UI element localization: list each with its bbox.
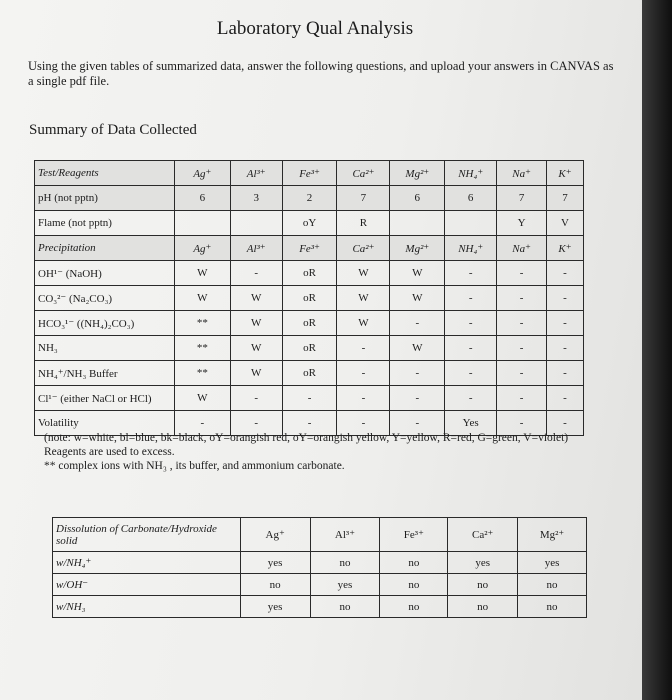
table-cell: - [547, 261, 584, 286]
header-label: Dissolution of Carbonate/Hydroxide solid [53, 518, 241, 552]
table-cell: - [282, 411, 337, 436]
table-cell: no [518, 596, 587, 618]
table-cell: Ag⁺ [174, 236, 230, 261]
table-cell: oR [282, 361, 337, 386]
row-label: OH¹⁻ (NaOH) [35, 261, 175, 286]
table-row [35, 211, 584, 236]
row-label: pH (not pptn) [35, 186, 175, 211]
table-cell: 6 [174, 186, 230, 211]
table-cell: W [390, 261, 445, 286]
row-label: w/OH⁻ [53, 574, 241, 596]
table-cell: - [547, 411, 584, 436]
table-cell: - [497, 361, 547, 386]
table-cell: oR [282, 336, 337, 361]
table-cell: 7 [547, 186, 584, 211]
table-row [35, 236, 584, 261]
table-cell: Yes [445, 411, 497, 436]
desk-edge [642, 0, 672, 700]
intro-paragraph: Using the given tables of summarized data, answer the following questions, and upload your answers in CANVAS as a single pdf file. [28, 59, 614, 88]
row-label: Flame (not pptn) [35, 211, 175, 236]
table-cell: K⁺ [547, 236, 584, 261]
table-row [35, 361, 584, 386]
table-cell: - [547, 311, 584, 336]
table-cell: no [380, 552, 448, 574]
table-cell: W [174, 261, 230, 286]
notes [44, 431, 634, 473]
table-cell: - [337, 386, 390, 411]
column-header: Ag⁺ [240, 518, 310, 552]
row-label: w/NH₄⁺ [53, 552, 241, 574]
table-cell: 6 [390, 186, 445, 211]
table-cell: yes [448, 552, 518, 574]
row-label: w/NH₃ [53, 596, 241, 618]
table-cell: 3 [230, 186, 282, 211]
row-label: HCO₃¹⁻ ((NH₄)₂CO₃) [35, 311, 175, 336]
table-cell: R [337, 211, 390, 236]
table-cell: ** [174, 361, 230, 386]
table-cell [230, 211, 282, 236]
note-complex-ions: ** complex ions with NH₃ , its buffer, and ammonium carbonate. [44, 460, 345, 472]
page-title: Laboratory Qual Analysis [216, 18, 414, 39]
table-cell: no [380, 574, 448, 596]
table-cell: Y [497, 211, 547, 236]
table-cell: NH₄⁺ [445, 161, 497, 186]
table-row [53, 552, 587, 574]
table-cell: - [497, 386, 547, 411]
table-cell: no [448, 574, 518, 596]
section-title: Summary of Data Collected [29, 122, 197, 138]
table-cell: - [547, 386, 584, 411]
table-cell: - [497, 411, 547, 436]
row-label: Test/Reagents [35, 161, 175, 186]
column-header: Fe³⁺ [380, 518, 448, 552]
table-cell: W [174, 286, 230, 311]
table-cell: - [497, 286, 547, 311]
table-cell: Ca²⁺ [337, 161, 390, 186]
table-cell: - [497, 261, 547, 286]
table-cell: 6 [445, 186, 497, 211]
table-cell: NH₄⁺ [445, 236, 497, 261]
row-label: CO₃²⁻ (Na₂CO₃) [35, 286, 175, 311]
table-row [35, 161, 584, 186]
table-cell: no [448, 596, 518, 618]
row-label: Precipitation [35, 236, 175, 261]
table-cell: 7 [497, 186, 547, 211]
table-cell: - [230, 261, 282, 286]
table-cell: W [337, 311, 390, 336]
table-cell: V [547, 211, 584, 236]
table-cell: oR [282, 311, 337, 336]
table-cell: - [445, 261, 497, 286]
table-cell: no [310, 596, 380, 618]
table-cell: - [390, 361, 445, 386]
table-cell: W [390, 336, 445, 361]
column-header: Al³⁺ [310, 518, 380, 552]
table-cell: no [518, 574, 587, 596]
table-cell: 7 [337, 186, 390, 211]
table-cell: - [445, 286, 497, 311]
table-cell: - [337, 411, 390, 436]
table-cell: K⁺ [547, 161, 584, 186]
table-cell: 2 [282, 186, 337, 211]
column-header: Ca²⁺ [448, 518, 518, 552]
table-cell: W [230, 361, 282, 386]
table-cell: - [174, 411, 230, 436]
table-cell: ** [174, 311, 230, 336]
table-cell: Fe³⁺ [282, 236, 337, 261]
table-cell: - [230, 411, 282, 436]
table-cell: - [390, 311, 445, 336]
table-cell: no [240, 574, 310, 596]
table-cell: yes [518, 552, 587, 574]
table-cell [445, 211, 497, 236]
table-cell: - [497, 336, 547, 361]
table-cell: yes [240, 552, 310, 574]
table-cell: W [230, 311, 282, 336]
row-label: Cl¹⁻ (either NaCl or HCl) [35, 386, 175, 411]
table-row [35, 261, 584, 286]
table-cell: W [174, 386, 230, 411]
column-header: Mg²⁺ [518, 518, 587, 552]
row-label: Volatility [35, 411, 175, 436]
table-cell: - [445, 336, 497, 361]
table-header-row [53, 518, 587, 552]
table-cell: W [390, 286, 445, 311]
table-row [35, 286, 584, 311]
table-cell: W [230, 336, 282, 361]
table-cell: - [337, 361, 390, 386]
table-row [35, 186, 584, 211]
table-cell: Mg²⁺ [390, 236, 445, 261]
table-cell: yes [310, 574, 380, 596]
table-cell [174, 211, 230, 236]
table-cell: ** [174, 336, 230, 361]
table-cell: Ag⁺ [174, 161, 230, 186]
table-cell: - [445, 361, 497, 386]
table-row [53, 574, 587, 596]
table-row [35, 386, 584, 411]
table-row [35, 336, 584, 361]
table-row [53, 596, 587, 618]
table-cell: no [310, 552, 380, 574]
table-cell: Na⁺ [497, 236, 547, 261]
table-cell: - [230, 386, 282, 411]
table-cell: Fe³⁺ [282, 161, 337, 186]
table-cell: W [230, 286, 282, 311]
table-cell: oR [282, 261, 337, 286]
table-cell: - [390, 411, 445, 436]
table-cell [390, 211, 445, 236]
note-legend: (note: w=white, bl=blue, bk=black, oY=orangish red, oY=orangish yellow, Y=yellow, R=red, G=green, V=violet) [44, 432, 569, 444]
table-cell: oY [282, 211, 337, 236]
table-cell: - [337, 336, 390, 361]
table-cell: - [547, 361, 584, 386]
table-cell: - [497, 311, 547, 336]
row-label: NH₄⁺/NH₃ Buffer [35, 361, 175, 386]
table-cell: Ca²⁺ [337, 236, 390, 261]
table-cell: no [380, 596, 448, 618]
table-cell: Al³⁺ [230, 236, 282, 261]
table-cell: Al³⁺ [230, 161, 282, 186]
note-excess: Reagents are used to excess. [44, 446, 175, 458]
table-cell: - [282, 386, 337, 411]
row-label: NH₃ [35, 336, 175, 361]
dissolution-table [52, 517, 587, 618]
table-cell: oR [282, 286, 337, 311]
table-cell: - [547, 286, 584, 311]
table-cell: Na⁺ [497, 161, 547, 186]
table-cell: W [337, 261, 390, 286]
summary-table [34, 160, 584, 436]
table-cell: yes [240, 596, 310, 618]
table-cell: - [445, 311, 497, 336]
table-cell: - [390, 386, 445, 411]
table-cell: - [547, 336, 584, 361]
table-cell: - [445, 386, 497, 411]
table-cell: W [337, 286, 390, 311]
table-row [35, 311, 584, 336]
table-cell: Mg²⁺ [390, 161, 445, 186]
